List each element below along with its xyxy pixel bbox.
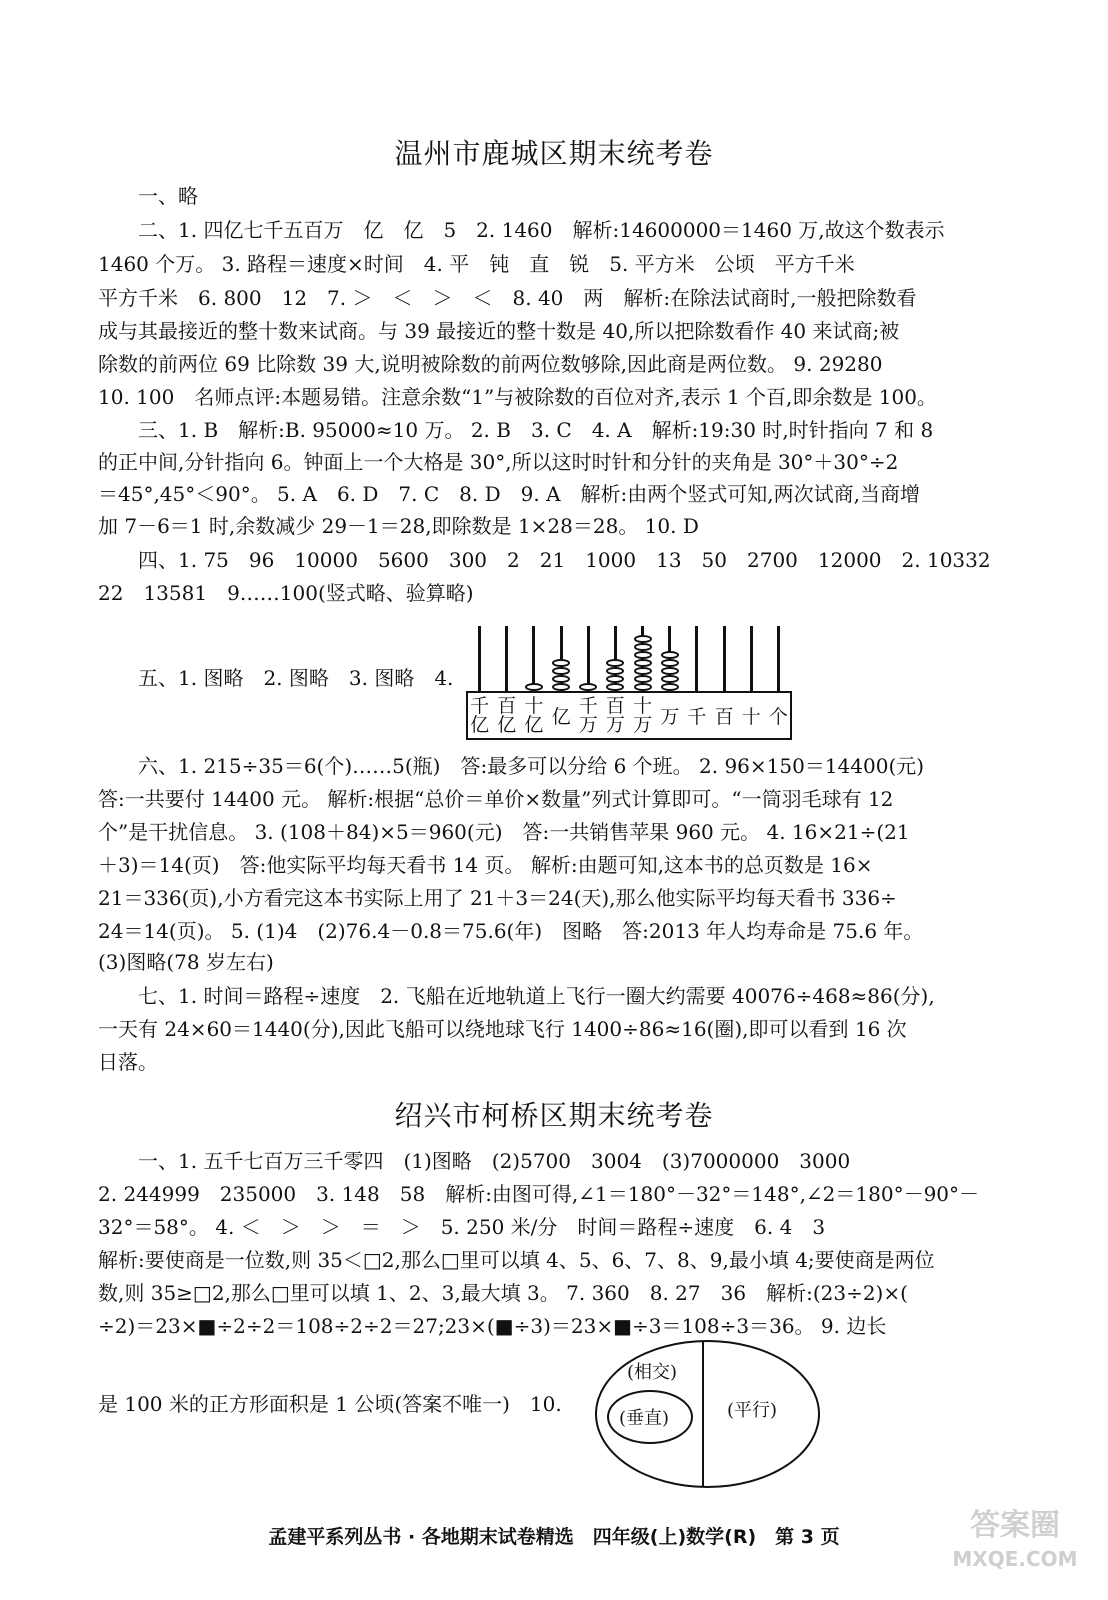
abacus-diagram [466, 626, 792, 740]
abacus-bead [634, 635, 652, 643]
abacus-bead [606, 659, 624, 667]
abacus-bead [634, 683, 652, 691]
answer-line: 除数的前两位 69 比除数 39 大,说明被除数的前两位数够除,因此商是两位数。 9. 29280 [98, 352, 883, 376]
abacus-bead [661, 675, 679, 683]
answer-line: ＝45°,45°＜90°。 5. A 6. D 7. C 8. D 9. A 解析:由两个竖式可知,两次试商,当商增 [98, 482, 920, 506]
answer-line: (3)图略(78 岁左右) [98, 950, 274, 974]
answer-line: 个”是干扰信息。 3. (108＋84)×5＝960(元) 答:一共销售苹果 960 元。 4. 16×21÷(21 [98, 820, 910, 844]
abacus-bead [552, 667, 570, 675]
venn-label-perpendicular: (垂直) [619, 1408, 670, 1429]
answer-line: 二、1. 四亿七千五百万 亿 亿 5 2. 1460 解析:14600000＝1460 万,故这个数表示 [138, 218, 945, 242]
abacus-rod [587, 626, 590, 691]
answer-line: 10. 100 名师点评:本题易错。注意余数“1”与被除数的百位对齐,表示 1 个百,即余数是 100。 [98, 385, 937, 409]
answer-line: 答:一共要付 14400 元。 解析:根据“总价＝单价×数量”列式计算即可。“一筒羽毛球有 12 [98, 787, 894, 811]
abacus-rod [532, 626, 535, 691]
venn-label-parallel: (平行) [727, 1400, 778, 1421]
answer-line: 解析:要使商是一位数,则 35＜□2,那么□里可以填 4、5、6、7、8、9,最小填 4;要使商是两位 [98, 1248, 935, 1272]
abacus-place-label: 十 万 [633, 695, 653, 736]
answer-line: 五、1. 图略 2. 图略 3. 图略 4. [138, 666, 454, 690]
abacus-bead [606, 675, 624, 683]
answer-line: 平方千米 6. 800 12 7. ＞ ＜ ＞ ＜ 8. 40 两 解析:在除法试商时,一般把除数看 [98, 286, 917, 310]
watermark-text: 答案圈 [970, 1508, 1060, 1543]
abacus-place-label: 万 [660, 706, 680, 728]
answer-line: 一、略 [138, 184, 198, 208]
answer-line: 数,则 35≥□2,那么□里可以填 1、2、3,最大填 3。 7. 360 8. 27 36 解析:(23÷2)×( [98, 1281, 908, 1305]
abacus-bead [579, 683, 597, 691]
venn-label-intersect: (相交) [627, 1362, 678, 1383]
abacus-bead [552, 659, 570, 667]
abacus-bead [552, 683, 570, 691]
answer-line: 24＝14(页)。 5. (1)4 (2)76.4－0.8＝75.6(年) 图略 答:2013 年人均寿命是 75.6 年。 [98, 919, 924, 943]
answer-line: 三、1. B 解析:B. 95000≈10 万。 2. B 3. C 4. A 解析:19:30 时,时针指向 7 和 8 [138, 418, 934, 442]
answer-line: 四、1. 75 96 10000 5600 300 2 21 1000 13 50 2700 12000 2. 10332 [138, 548, 991, 572]
answer-line: 的正中间,分针指向 6。钟面上一个大格是 30°,所以这时时针和分针的夹角是 30°＋30°÷2 [98, 450, 899, 474]
abacus-rod [695, 626, 698, 691]
abacus-bead [661, 651, 679, 659]
answer-line: 七、1. 时间＝路程÷速度 2. 飞船在近地轨道上飞行一圈大约需要 40076÷468≈86(分), [138, 984, 935, 1008]
abacus-bead [661, 683, 679, 691]
abacus-rod [478, 626, 481, 691]
abacus-rod [777, 626, 780, 691]
abacus-place-label: 百 万 [605, 695, 625, 736]
venn-divider [702, 1342, 704, 1486]
page-footer: 孟建平系列丛书 · 各地期末试卷精选 四年级(上)数学(R) 第 3 页 [268, 1526, 840, 1548]
abacus-bead [634, 667, 652, 675]
abacus-rod [723, 626, 726, 691]
answer-line: 2. 244999 235000 3. 148 58 解析:由图可得,∠1＝180°－32°＝148°,∠2＝180°－90°－ [98, 1182, 980, 1206]
watermark-url: MXQE.COM [952, 1547, 1078, 1571]
answer-line: 是 100 米的正方形面积是 1 公顷(答案不唯一) 10. [98, 1392, 562, 1416]
answer-line: 一天有 24×60＝1440(分),因此飞船可以绕地球飞行 1400÷86≈16(圈),即可以看到 16 次 [98, 1017, 907, 1041]
abacus-bead [634, 659, 652, 667]
abacus-place-label: 十 亿 [524, 695, 544, 736]
watermark-logo [940, 1506, 1090, 1586]
section-title-1: 温州市鹿城区期末统考卷 [394, 137, 714, 170]
answer-line: 21＝336(页),小方看完这本书实际上用了 21＋3＝24(天),那么他实际平均每天看书 336÷ [98, 886, 897, 910]
abacus-place-label: 十 [741, 706, 761, 728]
answer-line: 一、1. 五千七百万三千零四 (1)图略 (2)5700 3004 (3)7000000 3000 [138, 1149, 851, 1173]
answer-line: 32°＝58°。 4. ＜ ＞ ＞ ＝ ＞ 5. 250 米/分 时间＝路程÷速度 6. 4 3 [98, 1215, 826, 1239]
abacus-place-label: 千 万 [578, 695, 598, 736]
venn-diagram [595, 1340, 820, 1488]
abacus-rod [750, 626, 753, 691]
abacus-bead [634, 643, 652, 651]
answer-line: 加 7－6＝1 时,余数减少 29－1＝28,即除数是 1×28＝28。 10. D [98, 514, 699, 538]
answer-line: 六、1. 215÷35＝6(个)……5(瓶) 答:最多可以分给 6 个班。 2. 96×150＝14400(元) [138, 754, 925, 778]
abacus-place-label: 百 [714, 706, 734, 728]
section-title-2: 绍兴市柯桥区期末统考卷 [394, 1099, 714, 1132]
abacus-rod [505, 626, 508, 691]
abacus-place-label: 亿 [551, 706, 571, 728]
answer-line: ÷2)＝23×■÷2÷2＝108÷2÷2＝27;23×(■÷3)＝23×■÷3＝108÷3＝36。 9. 边长 [98, 1314, 887, 1338]
answer-line: ＋3)＝14(页) 答:他实际平均每天看书 14 页。 解析:由题可知,这本书的总页数是 16× [98, 853, 873, 877]
abacus-bead [634, 651, 652, 659]
abacus-bead [525, 683, 543, 691]
abacus-bead [661, 659, 679, 667]
abacus-bead [552, 675, 570, 683]
abacus-bead [606, 683, 624, 691]
answer-line: 成与其最接近的整十数来试商。与 39 最接近的整十数是 40,所以把除数看作 40 来试商;被 [98, 319, 900, 343]
abacus-bead [606, 667, 624, 675]
abacus-place-label: 千 亿 [470, 695, 490, 736]
abacus-bead [661, 667, 679, 675]
answer-line: 22 13581 9……100(竖式略、验算略) [98, 581, 474, 605]
abacus-place-label: 百 亿 [497, 695, 517, 736]
answer-line: 1460 个万。 3. 路程＝速度×时间 4. 平 钝 直 锐 5. 平方米 公顷 平方千米 [98, 252, 855, 276]
abacus-place-label: 个 [768, 706, 788, 728]
abacus-place-label: 千 [687, 706, 707, 728]
abacus-bead [634, 675, 652, 683]
answer-line: 日落。 [98, 1050, 158, 1074]
